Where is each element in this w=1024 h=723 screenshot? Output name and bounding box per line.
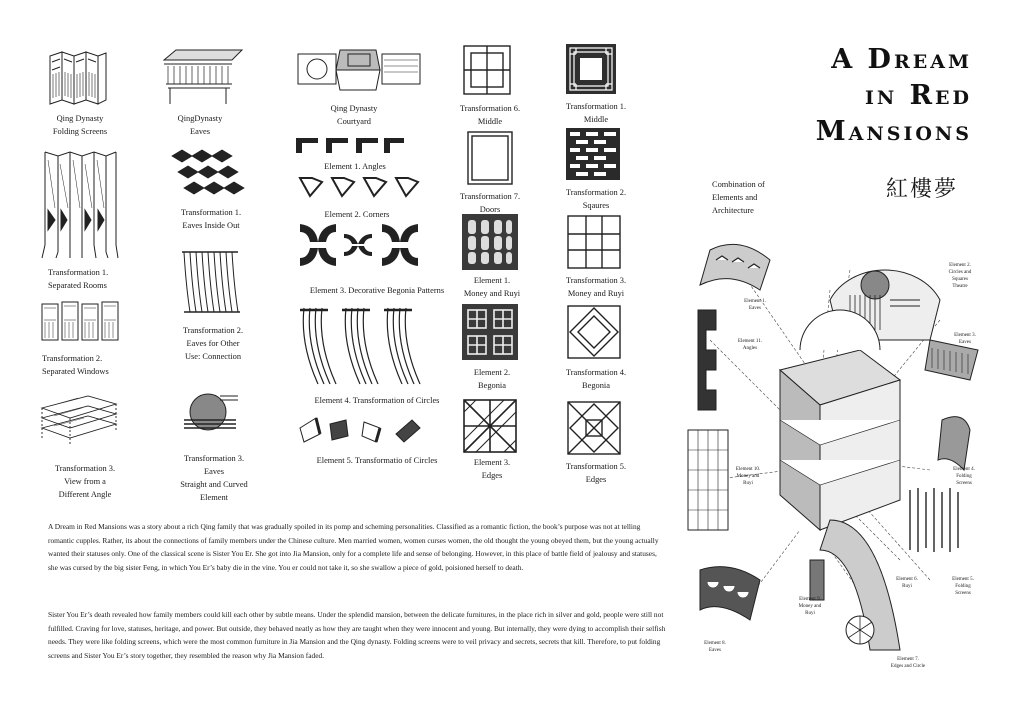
caption-folding-screens: Qing Dynasty Folding Screens xyxy=(52,114,108,136)
circles-transformation-drawing xyxy=(296,304,426,388)
caption-begonia-patterns: Element 3. Decorative Begonia Patterns xyxy=(309,286,445,295)
caption-transformation-7: Transformation 7. Doors xyxy=(459,192,521,214)
combination-label: Combination of Elements and Architecture xyxy=(712,180,765,215)
squares-transformation-2-drawing xyxy=(566,128,620,180)
caption-qing-eaves: QingDynasty Eaves xyxy=(177,114,223,136)
caption-separated-windows: Transformation 2. Separated Windows xyxy=(42,354,109,376)
begonia-transformation-4-drawing xyxy=(566,304,622,360)
caption-courtyard: Qing Dynasty Courtyard xyxy=(330,104,378,126)
title-line-3: Mansions xyxy=(815,116,972,147)
qing-eaves-drawing xyxy=(162,46,244,106)
eaves-inside-out-drawing xyxy=(168,146,248,200)
caption-begonia-element: Element 2. Begonia xyxy=(473,368,511,390)
label-ruyi-6: Element 6. Ruyi xyxy=(896,577,918,589)
caption-eaves-inside-out: Transformation 1. Eaves Inside Out xyxy=(180,208,242,230)
caption-corners: Element 2. Corners xyxy=(324,210,390,219)
caption-separated-rooms: Transformation 1. Separated Rooms xyxy=(48,268,109,290)
caption-transformation-5: Transformation 5. Edges xyxy=(565,462,627,484)
label-eaves-3: Element 3. Eaves xyxy=(954,333,976,345)
caption-transformation-6: Transformation 6. Middle xyxy=(459,104,521,126)
title-line-2: in Red xyxy=(864,80,972,111)
corners-element-drawing xyxy=(298,176,422,202)
caption-edges-element: Element 3. Edges xyxy=(473,458,511,480)
story-paragraph-1: A Dream in Red Mansions was a story about a rich Qing family that was gradually spoiled in its pomp and scheming personalities. Classified as a romantic fiction, the book’s purpose was not at telling romantic cupples. Rather, its about the connections of family members under the Chinese culture. Men married women, women curses women, the old thought the young obeyed them, but the young actually wanted their statuses only. One of the classical scene is Sister You Er. She got into Jia Mansion, only for a complete life and sense of belonging. However, in this place of battle field of jealousy and statuses, she was cursed by the big sister Feng, in which You Er’s baby die in the vine. You er could not take it, so she swallow a piece of gold, poisioned herself to death. xyxy=(48,522,659,572)
circles-transformatio-drawing xyxy=(296,414,426,444)
label-circles-squares-theatre: Element 2. Circles and Squares Theatre xyxy=(948,263,972,289)
caption-circles-transformation: Element 4. Transformation of Circles xyxy=(314,396,440,405)
story-paragraph-2: Sister You Er’s death revealed how family members could kill each other by subtle means. Under the splendid mansion, between the delicate furnitures, in the place rich in silver and gold, people were still not fulfilled. Craving for love, statuses, heritage, and power. But outside, they behaved neatly as how they are taught when they were innocent and young. But internally, they were dying to accomplish their selfish needs. They were like folding screens, which were the most common furniture in Jia Mansion and the Qing dynasty. Folding screens were to veil privacy and secrets, secrets that kill. Therefore, to put folding screens and Sister You Er’s story together, they resembled the reason why Jia Mansion faded. xyxy=(48,610,666,660)
middle-transformation-6-drawing xyxy=(462,44,512,96)
label-folding-screens-4: Element 4. Folding Screens xyxy=(953,467,975,486)
eaves-connection-drawing xyxy=(180,246,242,316)
angles-element-drawing xyxy=(296,136,406,156)
caption-transformation-2: Transformation 2. Sqaures xyxy=(565,188,627,210)
title-line-1: A Dream xyxy=(831,44,972,75)
label-folding-screens-5: Element 5. Folding Screens xyxy=(952,577,974,596)
different-angle-drawing xyxy=(40,390,120,445)
caption-transformation-3: Transformation 3. Money and Ruyi xyxy=(565,276,627,298)
label-eaves-8: Element 8. Eaves xyxy=(704,641,726,653)
poster-title xyxy=(816,42,972,150)
begonia-patterns-drawing xyxy=(296,220,424,270)
middle-transformation-1-drawing xyxy=(566,44,616,94)
courtyard-drawing xyxy=(294,44,422,94)
doors-transformation-7-drawing xyxy=(466,130,514,186)
caption-circles-transformatio: Element 5. Transformatio of Circles xyxy=(316,456,438,465)
folding-screen-drawing xyxy=(48,48,108,104)
edges-transformation-5-drawing xyxy=(566,400,622,456)
money-ruyi-element-drawing xyxy=(462,214,518,270)
begonia-element-drawing xyxy=(462,304,518,360)
label-edges-circle: Element 7. Edges and Circle xyxy=(890,657,926,669)
eaves-straight-curved-drawing xyxy=(180,390,240,440)
caption-transformation-1: Transformation 1. Middle xyxy=(565,102,627,124)
caption-angles: Element 1. Angles xyxy=(324,162,386,171)
label-money-ruyi-10: Element 10. Money and Ruyi xyxy=(735,467,761,486)
edges-element-drawing xyxy=(462,398,518,454)
money-ruyi-transformation-3-drawing xyxy=(566,214,622,270)
separated-rooms-drawing xyxy=(40,150,120,260)
separated-windows-drawing xyxy=(40,300,120,345)
caption-transformation-4: Transformation 4. Begonia xyxy=(565,368,627,390)
label-money-ruyi-9: Element 9. Money and Ruyi xyxy=(798,597,822,616)
caption-eaves-connection: Transformation 2. Eaves for Other Use: Connection xyxy=(182,326,244,361)
label-angles: Element 11. Angles xyxy=(738,339,762,351)
caption-money-ruyi-element: Element 1. Money and Ruyi xyxy=(463,276,521,298)
caption-different-angle: Transformation 3. View from a Different Angle xyxy=(54,464,116,499)
caption-eaves-straight-curved: Transformation 3. Eaves Straight and Curved Element xyxy=(180,454,248,502)
label-eaves-1: Element 1. Eaves xyxy=(744,299,766,311)
combination-diagram xyxy=(680,230,980,670)
chinese-title: 紅樓夢 xyxy=(886,176,959,201)
